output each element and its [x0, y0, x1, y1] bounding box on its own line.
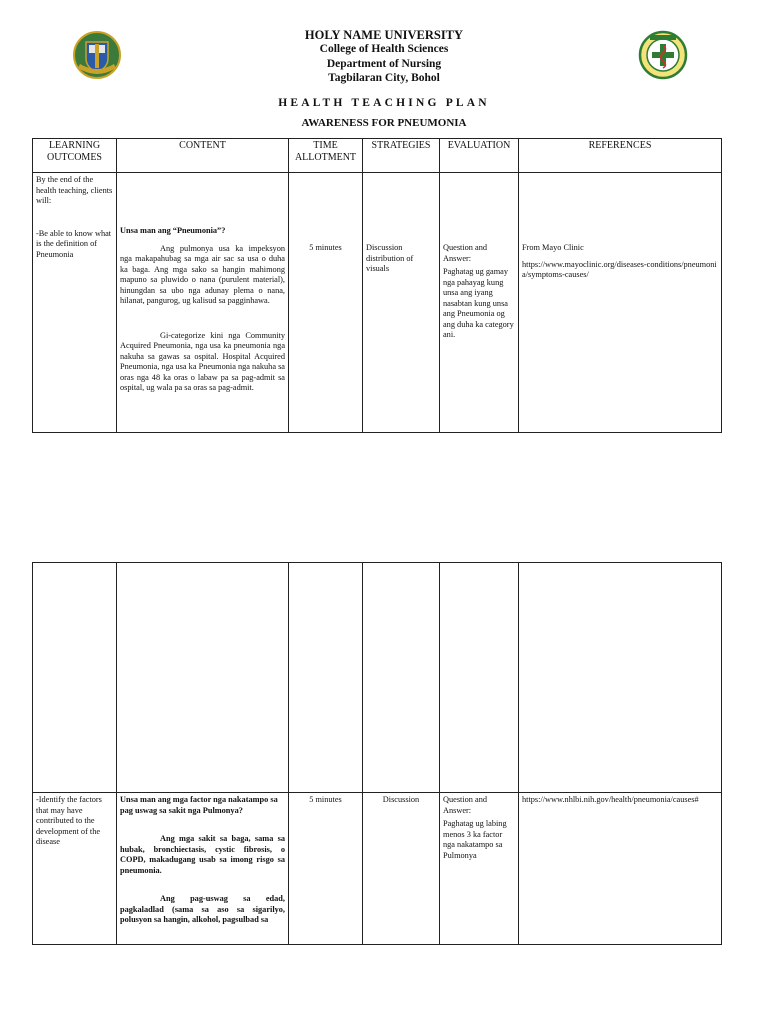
empty-cell — [289, 563, 363, 793]
content-heading: Unsa man ang mga factor nga nakatampo sa pag uswag sa sakit nga Pulmonya? — [120, 795, 278, 815]
column-header-evaluation: EVALUATION — [440, 139, 519, 173]
empty-cell — [519, 563, 722, 793]
reference-source: From Mayo Clinic — [522, 243, 584, 252]
plan-title: HEALTH TEACHING PLAN — [278, 97, 490, 109]
outcome-intro: By the end of the health teaching, clients will: — [36, 175, 113, 205]
time-cell — [289, 793, 363, 945]
reference-link[interactable]: https://www.nhlbi.nih.gov/health/pneumonia/causes# — [522, 795, 699, 804]
column-header-strategies: STRATEGIES — [363, 139, 440, 173]
teaching-plan-table — [32, 138, 722, 433]
time-value: 5 minutes — [309, 795, 342, 804]
empty-cell — [33, 563, 117, 793]
content-heading: Unsa man ang “Pneumonia”? — [120, 226, 226, 235]
column-header-references: REFERENCES — [519, 139, 722, 173]
time-cell — [289, 173, 363, 433]
teaching-plan-table-continued — [32, 562, 722, 945]
column-header-time-allotment: TIME ALLOTMENT — [289, 139, 363, 173]
topic-title: AWARENESS FOR PNEUMONIA — [301, 117, 467, 129]
strategies-cell — [363, 173, 440, 433]
evaluation-label: Question and Answer: — [443, 795, 488, 815]
evaluation-label: Question and Answer: — [443, 243, 488, 263]
department-name: Department of Nursing — [326, 58, 442, 70]
outcome-text: -Identify the factors that may have contributed to the development of the disease — [36, 795, 102, 846]
column-header-learning-outcomes: LEARNING OUTCOMES — [33, 139, 117, 173]
content-paragraph: Ang pulmonya usa ka impeksyon nga makapahubag sa mga air sac sa usa o duha ka baga. Ang mga sako sa hangin mahimong mapuno sa pluwido o nana (purulent material), hinungdan sa ubo nga adunay plema o nana, hilanat, pangurog, ug kalisud sa pagginhawa. — [120, 243, 285, 305]
content-paragraph: Ang mga sakit sa baga, sama sa hubak, bronchiectasis, cystic fibrosis, o COPD, makadugang usab sa imong risgo sa pneumonia. — [120, 834, 285, 875]
evaluation-cell — [440, 793, 519, 945]
learning-outcome-cell — [33, 793, 117, 945]
content-cell — [117, 173, 289, 433]
references-cell — [519, 173, 722, 433]
content-paragraph: Gi-categorize kini nga Community Acquired Pneumonia, nga usa ka pneumonia nga nakuha sa gawas sa ospital. Hospital Acquired Pneumonia, nga usa ka Pneumonia nga nakuha sa oras nga 48 ka oras o labaw pa sa pag-admit sa ospital, ug wala pa sa oras sa pag-admit. — [120, 330, 285, 392]
empty-cell — [363, 563, 440, 793]
references-cell — [519, 793, 722, 945]
empty-cell — [440, 563, 519, 793]
outcome-text: -Be able to know what is the definition of Pneumonia — [36, 228, 112, 259]
evaluation-text: Paghatag ug gamay nga pahayag kung unsa ang iyang nasabtan kung unsa ang Pneumonia og ang duha ka category ani. — [443, 267, 514, 339]
location: Tagbilaran City, Bohol — [328, 72, 440, 84]
evaluation-cell — [440, 173, 519, 433]
time-value: 5 minutes — [309, 243, 342, 252]
content-cell — [117, 793, 289, 945]
strategies-text: Discussion distribution of visuals — [366, 243, 414, 273]
empty-cell — [117, 563, 289, 793]
strategies-text: Discussion — [382, 795, 420, 804]
column-header-content: CONTENT — [117, 139, 289, 173]
college-name: College of Health Sciences — [319, 43, 449, 55]
reference-link[interactable]: https://www.mayoclinic.org/diseases-conditions/pneumonia/symptoms-causes/ — [522, 259, 717, 279]
learning-outcome-cell — [33, 173, 117, 433]
university-name: HOLY NAME UNIVERSITY — [304, 28, 464, 42]
content-paragraph: Ang pag-uswag sa edad, pagkaladlad (sama sa aso sa sigarilyo, polusyon sa hangin, alkohol, pagsulbad sa — [120, 894, 285, 924]
evaluation-text: Paghatag ug labing menos 3 ka factor nga nakatampo sa Pulmonya — [443, 819, 507, 860]
strategies-cell — [363, 793, 440, 945]
